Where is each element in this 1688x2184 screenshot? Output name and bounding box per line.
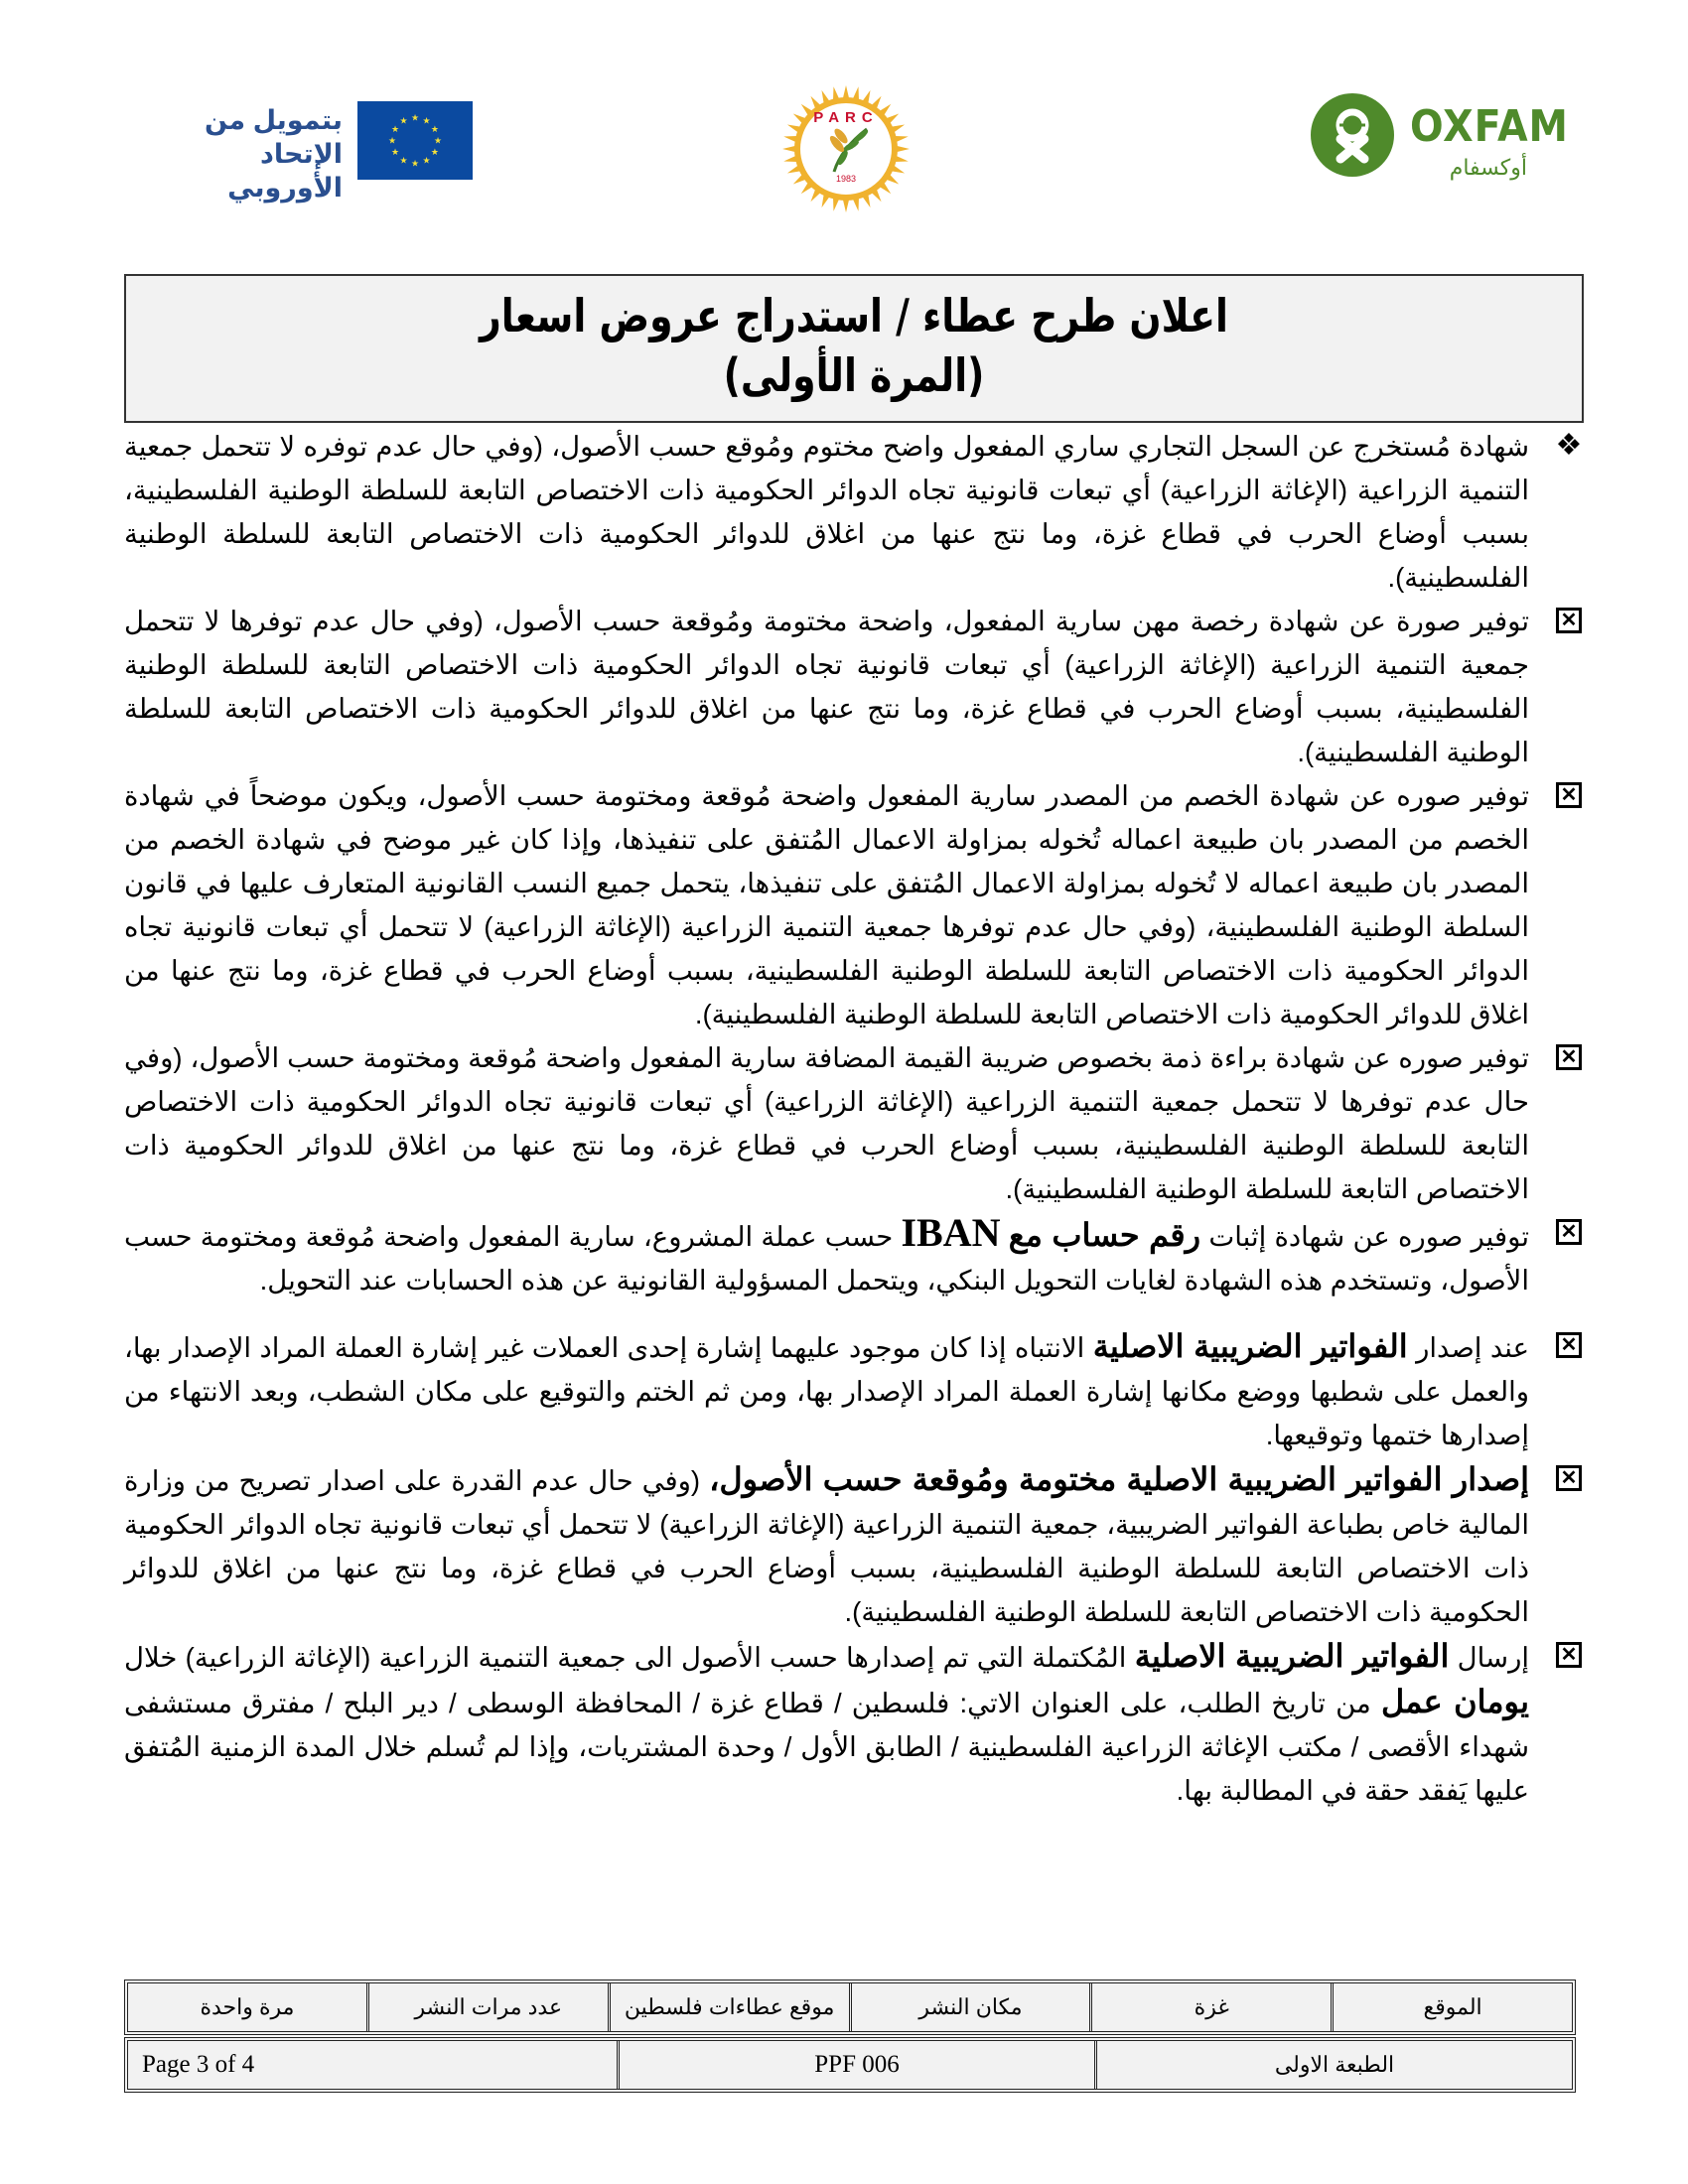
list-item: ✕ توفير صوره عن شهادة براءة ذمة بخصوص ضريبة القيمة المضافة سارية المفعول واضحة مُوقعة ومختومة حسب الأصول، (وفي حال عدم توفرها لا تتحمل جمعية التنمية الزراعية (الإغاثة الزراعية) أي تبعات قانونية تجاه الدوائر الحكومية ذات الاختصاص التابعة للسلطة الوطنية الفلسطينية، بسبب أوضاع الحرب في قطاع غزة، وما نتج عنها من اغلاق للدوائر الحكومية ذات الاختصاص التابعة للسلطة الوطنية الفلسطينية). xyxy=(124,1036,1534,1211)
eu-star-icon: ★ xyxy=(399,155,408,166)
eu-star-icon: ★ xyxy=(399,115,408,126)
oxfam-arabic-name: أوكسفام xyxy=(1449,155,1527,180)
document-code: PPF 006 xyxy=(617,2041,1094,2089)
oxfam-wordmark: OXFAM xyxy=(1410,101,1569,152)
table-cell: عدد مرات النشر xyxy=(366,1983,608,2031)
table-cell: مكان النشر xyxy=(849,1983,1090,2031)
table-cell: الموقع xyxy=(1331,1983,1572,2031)
parc-logo xyxy=(779,74,914,223)
checkbox-x-icon: ✕ xyxy=(1556,782,1582,808)
list-item: ❖ شهادة مُستخرج عن السجل التجاري ساري المفعول واضح مختوم ومُوقع حسب الأصول، (وفي حال عدم توفره لا تتحمل جمعية التنمية الزراعية (الإغاثة الزراعية) أي تبعات قانونية تجاه الدوائر الحكومية ذات الاختصاص التابعة للسلطة الوطنية الفلسطينية، بسبب أوضاع الحرب في قطاع غزة، وما نتج عنها من اغلاق للدوائر الحكومية ذات الاختصاص التابعة للسلطة الوطنية الفلسطينية). xyxy=(124,429,1583,593)
diamond-bullet-icon: ❖ xyxy=(1555,429,1583,462)
checkbox-x-icon: ✕ xyxy=(1556,608,1582,633)
list-item: ✕ إرسال الفواتير الضريبية الاصلية المُكتملة التي تم إصدارها حسب الأصول الى جمعية التنمية الزراعية (الإغاثة الزراعية) خلال يومان عمل من تاريخ الطلب، على العنوان الاتي: فلسطين / قطاع غزة / المحافظة الوسطى / دير البلح / مفترق مستشفى شهداء الأقصى / مكتب الإغاثة الزراعية الفلسطينية / الطابق الأول / وحدة المشتريات، وإذا لم تُسلم خلال المدة الزمنية المُتفق عليها يَفقد حقة في المطالبة بها. xyxy=(124,1634,1534,1813)
eu-star-icon: ★ xyxy=(391,124,400,134)
oxfam-icon xyxy=(1311,93,1394,177)
list-item: ✕ عند إصدار الفواتير الضريبية الاصلية الانتباه إذا كان موجود عليهما إشارة إحدى العملات غير إشارة العملة المراد الإصدار بها، والعمل على شطبها ووضع مكانها إشارة العملة المراد الإصدار بها، ومن ثم الختم والتوقيع على مكان الشطب، وبعد الانتهاء من إصدارها ختمها وتوقيعها. xyxy=(124,1324,1534,1457)
checkbox-x-icon: ✕ xyxy=(1556,1044,1582,1070)
eu-star-icon: ★ xyxy=(410,158,420,169)
publication-info-table xyxy=(124,1979,1576,2035)
list-item: ✕ توفير صورة عن شهادة رخصة مهن سارية المفعول، واضحة مختومة ومُوقعة حسب الأصول، (وفي حال عدم توفرها لا تتحمل جمعية التنمية الزراعية (الإغاثة الزراعية) أي تبعات قانونية تجاه الدوائر الحكومية ذات الاختصاص التابعة للسلطة الوطنية الفلسطينية، بسبب أوضاع الحرب في قطاع غزة، وما نتج عنها من اغلاق للدوائر الحكومية ذات الاختصاص التابعة للسلطة الوطنية الفلسطينية). xyxy=(124,600,1534,774)
checkbox-x-icon: ✕ xyxy=(1556,1642,1582,1668)
checkbox-x-icon: ✕ xyxy=(1556,1465,1582,1491)
eu-funding-text: بتمويل من الإتحاد الأوروبي xyxy=(205,105,343,203)
eu-star-icon: ★ xyxy=(391,147,400,157)
eu-star-icon: ★ xyxy=(430,124,439,134)
announcement-title-box xyxy=(124,274,1584,423)
parc-year: 1983 xyxy=(835,174,857,184)
eu-star-icon: ★ xyxy=(410,112,420,123)
table-cell: مرة واحدة xyxy=(200,1994,295,2019)
checkbox-x-icon: ✕ xyxy=(1556,1332,1582,1358)
edition-label: الطبعة الاولى xyxy=(1094,2041,1572,2089)
checkbox-x-icon: ✕ xyxy=(1556,1219,1582,1245)
eu-star-icon: ★ xyxy=(433,135,443,146)
eu-star-icon: ★ xyxy=(422,115,431,126)
list-item: ✕ توفير صوره عن شهادة إثبات رقم حساب مع IBAN حسب عملة المشروع، سارية المفعول واضحة مُوقعة ومختومة حسب الأصول، وتستخدم هذه الشهادة لغايات التحويل البنكي، ويتحمل المسؤولية القانونية عن هذه الحسابات عند التحويل. xyxy=(124,1211,1534,1302)
oxfam-logo xyxy=(1311,89,1569,189)
parc-acronym: PARC xyxy=(813,109,879,126)
page-number: Page 3 of 4 xyxy=(142,2051,255,2078)
list-item: ✕ إصدار الفواتير الضريبية الاصلية مختومة ومُوقعة حسب الأصول، (وفي حال عدم القدرة على اصدار تصريح من وزارة المالية خاص بطباعة الفواتير الضريبية، جمعية التنمية الزراعية (الإغاثة الزراعية) لا تتحمل أي تبعات قانونية تجاه الدوائر الحكومية ذات الاختصاص التابعة للسلطة الوطنية الفلسطينية، بسبب أوضاع الحرب في قطاع غزة، وما نتج عنها من اغلاق للدوائر الحكومية ذات الاختصاص التابعة للسلطة الوطنية الفلسطينية). xyxy=(124,1457,1534,1634)
page-title: اعلان طرح عطاء / استدراج عروض اسعار xyxy=(480,289,1228,342)
eu-star-icon: ★ xyxy=(422,155,431,166)
eu-funding-logo xyxy=(159,99,477,203)
list-item: ✕ توفير صوره عن شهادة الخصم من المصدر سارية المفعول واضحة مُوقعة ومختومة حسب الأصول، ويكون موضحاً في شهادة الخصم من المصدر بان طبيعة اعماله تُخوله بمزاولة الاعمال المُتفق على تنفيذها، وإذا كان غير موضح في شهادة الخصم من المصدر بان طبيعة اعماله لا تُخوله بمزاولة الاعمال المُتفق على تنفيذها، يتحمل جميع النسب القانونية المتعارف عليها في قانون السلطة الوطنية الفلسطينية، (وفي حال عدم توفرها جمعية التنمية الزراعية (الإغاثة الزراعية) لا تتحمل أي تبعات قانونية تجاه الدوائر الحكومية ذات الاختصاص التابعة للسلطة الوطنية الفلسطينية، بسبب أوضاع الحرب في قطاع غزة، وما نتج عنها من اغلاق للدوائر الحكومية ذات الاختصاص التابعة للسلطة الوطنية الفلسطينية). xyxy=(124,774,1534,1036)
document-footer-table xyxy=(124,2037,1576,2093)
page-subtitle: (المرة الأولى) xyxy=(723,348,985,402)
requirements-list xyxy=(124,425,1583,1813)
eu-star-icon: ★ xyxy=(387,135,397,146)
table-cell: موقع عطاءات فلسطين xyxy=(608,1983,849,2031)
table-cell: غزة xyxy=(1089,1983,1331,2031)
eu-star-icon: ★ xyxy=(430,147,439,157)
eu-flag-icon xyxy=(357,101,473,180)
